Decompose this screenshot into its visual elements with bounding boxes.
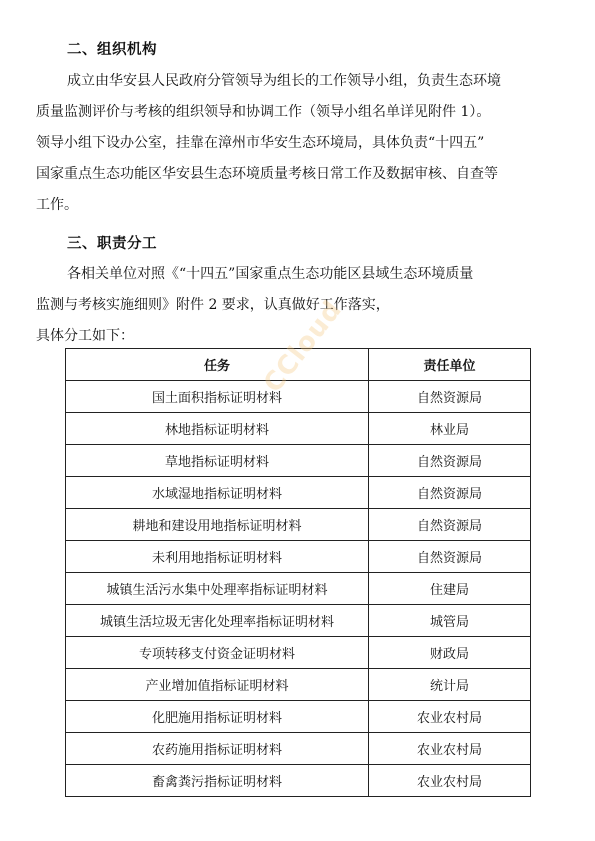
paragraph-line: 领导小组下设办公室，挂靠在漳州市华安生态环境局，具体负责“十四五” xyxy=(36,135,485,151)
unit-cell: 林业局 xyxy=(369,413,531,445)
unit-cell: 自然资源局 xyxy=(369,509,531,541)
section-3-paragraph xyxy=(36,259,576,321)
task-cell: 城镇生活污水集中处理率指标证明材料 xyxy=(66,573,369,605)
table-row xyxy=(66,733,531,765)
table-row xyxy=(66,765,531,797)
unit-cell: 自然资源局 xyxy=(369,477,531,509)
task-cell: 水域湿地指标证明材料 xyxy=(66,477,369,509)
paragraph-line: 国家重点生态功能区华安县生态环境质量考核日常工作及数据审核、自查等 xyxy=(36,166,498,182)
task-cell: 畜禽粪污指标证明材料 xyxy=(66,765,369,797)
task-cell: 城镇生活垃圾无害化处理率指标证明材料 xyxy=(66,605,369,637)
table-header-row xyxy=(66,349,531,381)
header-task: 任务 xyxy=(66,349,369,381)
paragraph-line: 各相关单位对照《“十四五”国家重点生态功能区县域生态环境质量 xyxy=(67,266,474,282)
watermark: CCloud xyxy=(258,294,349,399)
unit-cell: 自然资源局 xyxy=(369,445,531,477)
paragraph-line: 成立由华安县人民政府分管领导为组长的工作领导小组，负责生态环境 xyxy=(67,73,501,89)
unit-cell: 自然资源局 xyxy=(369,541,531,573)
table-row xyxy=(66,477,531,509)
table-row xyxy=(66,509,531,541)
task-cell: 草地指标证明材料 xyxy=(66,445,369,477)
task-cell: 国土面积指标证明材料 xyxy=(66,381,369,413)
task-cell: 农药施用指标证明材料 xyxy=(66,733,369,765)
task-cell: 化肥施用指标证明材料 xyxy=(66,701,369,733)
unit-cell: 城管局 xyxy=(369,605,531,637)
section-2-paragraph xyxy=(36,66,576,221)
task-cell: 产业增加值指标证明材料 xyxy=(66,669,369,701)
table-row xyxy=(66,637,531,669)
unit-cell: 统计局 xyxy=(369,669,531,701)
table-row xyxy=(66,541,531,573)
table-row xyxy=(66,701,531,733)
section-3-heading: 三、职责分工 xyxy=(67,236,157,252)
table-row xyxy=(66,573,531,605)
section-2-heading: 二、组织机构 xyxy=(67,42,157,58)
table-row xyxy=(66,669,531,701)
table-row xyxy=(66,381,531,413)
unit-cell: 财政局 xyxy=(369,637,531,669)
unit-cell: 农业农村局 xyxy=(369,701,531,733)
task-cell: 耕地和建设用地指标证明材料 xyxy=(66,509,369,541)
table-row xyxy=(66,605,531,637)
unit-cell: 住建局 xyxy=(369,573,531,605)
responsibility-table xyxy=(65,348,531,797)
table-intro: 具体分工如下： xyxy=(36,328,134,344)
paragraph-line: 监测与考核实施细则》附件 2 要求，认真做好工作落实， xyxy=(36,297,390,313)
header-unit: 责任单位 xyxy=(369,349,531,381)
unit-cell: 农业农村局 xyxy=(369,765,531,797)
table-row xyxy=(66,445,531,477)
unit-cell: 自然资源局 xyxy=(369,381,531,413)
paragraph-line: 工作。 xyxy=(36,197,78,213)
task-cell: 专项转移支付资金证明材料 xyxy=(66,637,369,669)
unit-cell: 农业农村局 xyxy=(369,733,531,765)
paragraph-line: 质量监测评价与考核的组织领导和协调工作（领导小组名单详见附件 1）。 xyxy=(36,104,491,120)
table-row xyxy=(66,413,531,445)
task-cell: 林地指标证明材料 xyxy=(66,413,369,445)
task-cell: 未利用地指标证明材料 xyxy=(66,541,369,573)
